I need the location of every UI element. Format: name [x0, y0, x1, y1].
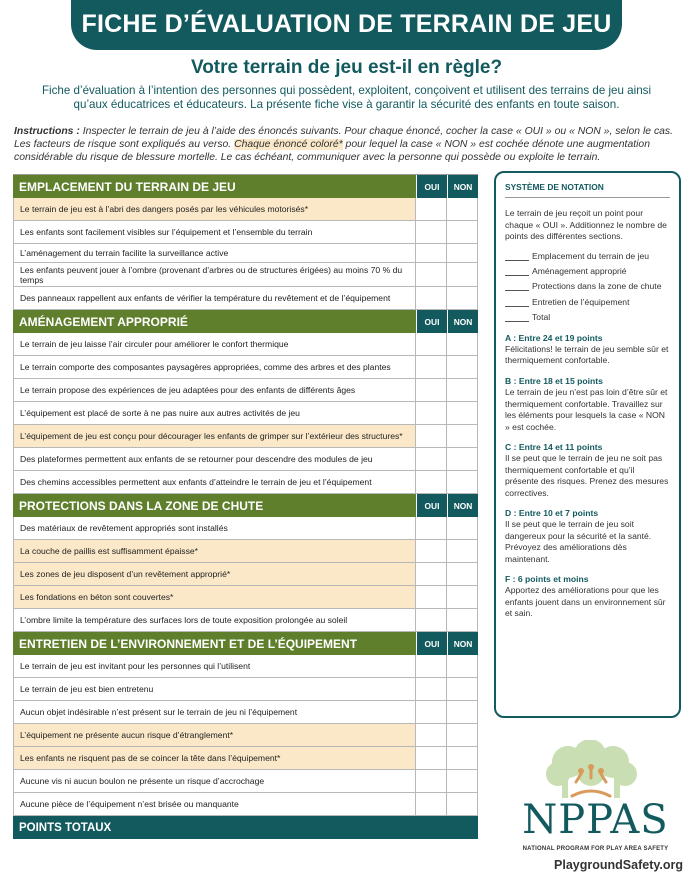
- score-line: [505, 281, 670, 292]
- score-line-label: Entretien de l’équipement: [532, 296, 630, 307]
- checklist-row: [13, 678, 478, 701]
- checklist-row: [13, 770, 478, 793]
- no-checkbox[interactable]: [446, 540, 477, 562]
- scoring-title: SYSTÈME DE NOTATION: [505, 182, 604, 192]
- section-header: [13, 310, 478, 333]
- column-header-yes: OUI: [416, 175, 447, 198]
- checklist-row: [13, 724, 478, 747]
- yes-checkbox[interactable]: [415, 221, 446, 243]
- yes-checkbox[interactable]: [415, 263, 446, 286]
- column-header-no: NON: [447, 494, 478, 517]
- checklist-statement: L’aménagement du terrain facilite la surveillance active: [20, 248, 229, 258]
- no-checkbox[interactable]: [446, 333, 477, 355]
- checklist-table: [13, 174, 478, 839]
- score-lines: [505, 251, 670, 324]
- column-header-no: NON: [447, 632, 478, 655]
- checklist-statement: Les fondations en béton sont couvertes*: [14, 586, 415, 608]
- checklist-statement: Le terrain de jeu est invitant pour les personnes qui l’utilisent: [20, 661, 251, 671]
- grade-description: Il se peut que le terrain de jeu ne soit pas thermiquement confortable et qu’il présente des risques. Prenez des mesures correctives.: [505, 453, 669, 498]
- column-header-yes: OUI: [416, 310, 447, 333]
- checklist-statement: Les enfants ne risquent pas de se coincer la tête dans l’équipement*: [14, 747, 415, 769]
- grade-heading: F : 6 points et moins: [505, 573, 589, 584]
- nppas-logo: [508, 740, 683, 890]
- checklist-row: [13, 701, 478, 724]
- section-title: ENTRETIEN DE L’ENVIRONNEMENT ET DE L’ÉQUIPEMENT: [13, 632, 416, 655]
- column-header-yes: OUI: [416, 632, 447, 655]
- grade-description: Apportez des améliorations pour que les enfants jouent dans un environnement sûr et sain.: [505, 585, 666, 619]
- checklist-row: [13, 563, 478, 586]
- yes-checkbox[interactable]: [415, 793, 446, 815]
- score-line: [505, 251, 670, 262]
- checklist-statement: La couche de paillis est suffisamment épaisse*: [14, 540, 415, 562]
- yes-checkbox[interactable]: [415, 609, 446, 631]
- checklist-row: [13, 586, 478, 609]
- no-checkbox[interactable]: [446, 287, 477, 309]
- checklist-row: [13, 793, 478, 816]
- website-url[interactable]: PlaygroundSafety.org: [554, 858, 683, 872]
- checklist-row: [13, 402, 478, 425]
- checklist-statement: Aucun objet indésirable n’est présent sur le terrain de jeu ni l’équipement: [20, 707, 298, 717]
- checklist-statement: Des panneaux rappellent aux enfants de vérifier la température du revêtement et de l’équipement: [20, 293, 391, 303]
- logo-tagline: NATIONAL PROGRAM FOR PLAY AREA SAFETY: [522, 846, 669, 852]
- score-blank-field[interactable]: [505, 297, 529, 307]
- grade-description: Félicitations! le terrain de jeu semble sûr et thermiquement confortable.: [505, 344, 669, 366]
- no-checkbox[interactable]: [446, 747, 477, 769]
- checklist-statement: L’ombre limite la température des surfaces lors de toute exposition prolongée au soleil: [20, 615, 348, 625]
- score-line-label: Total: [532, 312, 551, 323]
- checklist-row: [13, 517, 478, 540]
- score-line: [505, 312, 670, 323]
- yes-checkbox[interactable]: [415, 287, 446, 309]
- score-grades: [505, 333, 670, 620]
- score-blank-field[interactable]: [505, 281, 529, 291]
- instructions-part2: pour lequel la case « NON » est cochée dénote une augmentation considérable du risque de blessure mortelle. Le cas échéant, communiquer avec la personne qui possède ou exploite le terrain.: [14, 139, 650, 164]
- checklist-statement: L’équipement est placé de sorte à ne pas nuire aux autres activités de jeu: [20, 408, 300, 418]
- section-header: [13, 175, 478, 198]
- no-checkbox[interactable]: [446, 517, 477, 539]
- section-header: [13, 494, 478, 517]
- checklist-row: [13, 471, 478, 494]
- no-checkbox[interactable]: [446, 724, 477, 746]
- section-title: EMPLACEMENT DU TERRAIN DE JEU: [13, 175, 416, 198]
- no-checkbox[interactable]: [446, 356, 477, 378]
- checklist-statement: Aucune pièce de l’équipement n’est brisée ou manquante: [20, 799, 239, 809]
- checklist-row: [13, 198, 478, 221]
- checklist-statement: Aucune vis ni aucun boulon ne présente un risque d’accrochage: [20, 776, 265, 786]
- yes-checkbox[interactable]: [415, 540, 446, 562]
- banner-title: FICHE D’ÉVALUATION DE TERRAIN DE JEU: [71, 0, 622, 50]
- checklist-statement: Le terrain propose des expériences de jeu adaptées pour des enfants de différents âges: [20, 385, 356, 395]
- yes-checkbox[interactable]: [415, 701, 446, 723]
- checklist-statement: Le terrain de jeu est à l’abri des dangers posés par les véhicules motorisés*: [14, 198, 415, 220]
- yes-checkbox[interactable]: [415, 517, 446, 539]
- yes-checkbox[interactable]: [415, 655, 446, 677]
- score-blank-field[interactable]: [505, 312, 529, 322]
- yes-checkbox[interactable]: [415, 333, 446, 355]
- no-checkbox[interactable]: [446, 379, 477, 401]
- grade-description: Il se peut que le terrain de jeu soit dangereux pour la sécurité et la santé. Prévoyez des améliorations dès maintenant.: [505, 519, 652, 564]
- no-checkbox[interactable]: [446, 198, 477, 220]
- logo-name: NPPAS: [522, 797, 669, 843]
- no-checkbox[interactable]: [446, 563, 477, 585]
- yes-checkbox[interactable]: [415, 678, 446, 700]
- section-title: AMÉNAGEMENT APPROPRIÉ: [13, 310, 416, 333]
- yes-checkbox[interactable]: [415, 586, 446, 608]
- score-line: [505, 266, 670, 277]
- checklist-row: [13, 609, 478, 632]
- checklist-row: [13, 221, 478, 244]
- checklist-row: [13, 287, 478, 310]
- checklist-statement: L’équipement de jeu est conçu pour décourager les enfants de grimper sur l’extérieur des structures*: [14, 425, 415, 447]
- score-line: [505, 297, 670, 308]
- checklist-statement: Les enfants sont facilement visibles sur l’équipement et l’ensemble du terrain: [20, 227, 313, 237]
- grade-heading: C : Entre 14 et 11 points: [505, 441, 603, 452]
- no-checkbox[interactable]: [446, 244, 477, 262]
- score-line-label: Emplacement du terrain de jeu: [532, 250, 650, 261]
- column-header-no: NON: [447, 310, 478, 333]
- checklist-row: [13, 448, 478, 471]
- no-checkbox[interactable]: [446, 471, 477, 493]
- total-points-bar: POINTS TOTAUX: [13, 816, 478, 839]
- checklist-statement: Des matériaux de revêtement appropriés sont installés: [20, 523, 228, 533]
- yes-checkbox[interactable]: [415, 198, 446, 220]
- checklist-statement: Des chemins accessibles permettent aux enfants d’atteindre le terrain de jeu et l’équipement: [20, 477, 372, 487]
- section-title: PROTECTIONS DANS LA ZONE DE CHUTE: [13, 494, 416, 517]
- score-blank-field[interactable]: [505, 251, 529, 261]
- no-checkbox[interactable]: [446, 586, 477, 608]
- grade-heading: A : Entre 24 et 19 points: [505, 332, 603, 343]
- subtitle: Votre terrain de jeu est-il en règle?: [190, 57, 503, 78]
- instructions-part1: Inspecter le terrain de jeu à l’aide des énoncés suivants. Pour chaque énoncé, cocher la case « OUI » ou « NON », selon le cas. Les facteurs de risque sont expliqués au verso.: [14, 126, 673, 151]
- scoring-divider: [505, 197, 670, 198]
- checklist-row: [13, 379, 478, 402]
- checklist-row: [13, 263, 478, 287]
- instructions-label: Instructions :: [14, 126, 80, 137]
- score-line-label: Aménagement approprié: [532, 266, 627, 277]
- yes-checkbox[interactable]: [415, 379, 446, 401]
- checklist-row: [13, 540, 478, 563]
- checklist-row: [13, 333, 478, 356]
- no-checkbox[interactable]: [446, 770, 477, 792]
- no-checkbox[interactable]: [446, 221, 477, 243]
- scoring-panel: [494, 171, 681, 718]
- no-checkbox[interactable]: [446, 448, 477, 470]
- yes-checkbox[interactable]: [415, 402, 446, 424]
- score-blank-field[interactable]: [505, 266, 529, 276]
- score-line-label: Protections dans la zone de chute: [532, 281, 662, 292]
- yes-checkbox[interactable]: [415, 356, 446, 378]
- checklist-statement: Les zones de jeu disposent d’un revêtement approprié*: [14, 563, 415, 585]
- no-checkbox[interactable]: [446, 609, 477, 631]
- checklist-statement: Le terrain de jeu laisse l’air circuler pour améliorer le confort thermique: [20, 339, 289, 349]
- yes-checkbox[interactable]: [415, 471, 446, 493]
- yes-checkbox[interactable]: [415, 448, 446, 470]
- section-header: [13, 632, 478, 655]
- checklist-statement: Le terrain de jeu est bien entretenu: [20, 684, 154, 694]
- tree-children-logo-icon: [528, 740, 658, 800]
- instructions: [14, 125, 682, 165]
- checklist-row: [13, 356, 478, 379]
- grade-heading: D : Entre 10 et 7 points: [505, 507, 599, 518]
- checklist-statement: Le terrain comporte des composantes paysagères appropriées, comme des arbres et des plantes: [20, 362, 391, 372]
- scoring-intro: Le terrain de jeu reçoit un point pour chaque « OUI ». Additionnez le nombre de points des différentes sections.: [505, 208, 667, 242]
- checklist-statement: L’équipement ne présente aucun risque d’étranglement*: [14, 724, 415, 746]
- checklist-statement: Des plateformes permettent aux enfants de se retourner pour descendre des modules de jeu: [20, 454, 373, 464]
- no-checkbox[interactable]: [446, 425, 477, 447]
- yes-checkbox[interactable]: [415, 244, 446, 262]
- no-checkbox[interactable]: [446, 263, 477, 286]
- yes-checkbox[interactable]: [415, 747, 446, 769]
- column-header-yes: OUI: [416, 494, 447, 517]
- yes-checkbox[interactable]: [415, 563, 446, 585]
- grade-heading: B : Entre 18 et 15 points: [505, 375, 603, 386]
- checklist-row: [13, 747, 478, 770]
- no-checkbox[interactable]: [446, 793, 477, 815]
- checklist-statement: Les enfants peuvent jouer à l’ombre (provenant d’arbres ou de structures érigées) au moins 70 % du temps: [20, 264, 403, 285]
- checklist-row: [13, 655, 478, 678]
- instructions-highlight: Chaque énoncé coloré*: [234, 139, 343, 151]
- no-checkbox[interactable]: [446, 402, 477, 424]
- yes-checkbox[interactable]: [415, 425, 446, 447]
- yes-checkbox[interactable]: [415, 724, 446, 746]
- no-checkbox[interactable]: [446, 678, 477, 700]
- grade-description: Le terrain de jeu n’est pas loin d’être sûr et thermiquement confortable. Travaillez sur les éléments pour lesquels la case « NON » est cochée.: [505, 387, 668, 432]
- column-header-no: NON: [447, 175, 478, 198]
- checklist-row: [13, 244, 478, 263]
- no-checkbox[interactable]: [446, 701, 477, 723]
- yes-checkbox[interactable]: [415, 770, 446, 792]
- checklist-row: [13, 425, 478, 448]
- intro-text: Fiche d’évaluation à l’intention des personnes qui possèdent, exploitent, conçoivent et utilisent des terrains de jeu ainsi qu’aux éducatrices et éducateurs. La présente fiche vise à garantir la sécurité des enfants en toute saison.: [41, 84, 652, 111]
- no-checkbox[interactable]: [446, 655, 477, 677]
